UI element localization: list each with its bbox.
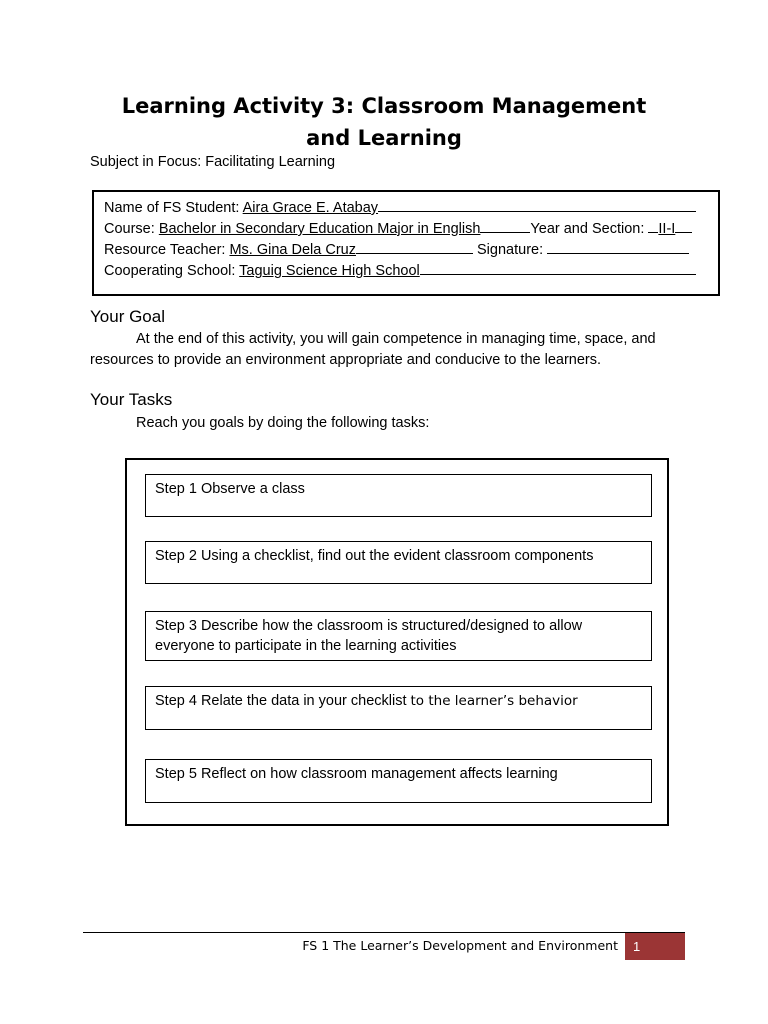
cooperating-school-value: Taguig Science High School xyxy=(239,263,420,279)
course-line xyxy=(480,218,530,233)
tasks-intro: Reach you goals by doing the following tasks: xyxy=(136,415,430,431)
step-5-text: Step 5 Reflect on how classroom management affects learning xyxy=(155,766,558,782)
page-title: Learning Activity 3: Classroom Management and Learning xyxy=(121,94,647,150)
course-value: Bachelor in Secondary Education Major in English xyxy=(158,221,481,237)
signature-line xyxy=(547,239,689,254)
resource-teacher-label: Resource Teacher: xyxy=(104,242,230,258)
step-2-text: Step 2 Using a checklist, find out the evident classroom components xyxy=(155,548,594,564)
student-info-box xyxy=(92,190,720,296)
step-1 xyxy=(145,474,652,517)
student-name-label: Name of FS Student: xyxy=(104,200,243,216)
signature-label: Signature: xyxy=(477,242,548,258)
school-row xyxy=(104,260,696,280)
step-4-text: Step 4 Relate the data in your checklist xyxy=(155,693,411,709)
year-section-label: Year and Section: xyxy=(530,221,649,237)
course-row xyxy=(104,218,692,238)
teacher-line xyxy=(356,239,473,254)
footer-divider xyxy=(83,932,685,933)
student-name-value: Aira Grace E. Atabay xyxy=(242,200,379,216)
step-3 xyxy=(145,611,652,661)
resource-teacher-value: Ms. Gina Dela Cruz xyxy=(229,242,356,258)
school-line xyxy=(420,260,696,275)
tasks-heading: Your Tasks xyxy=(90,390,173,409)
year-section-value: II-I xyxy=(658,221,676,237)
step-5 xyxy=(145,759,652,803)
subject-in-focus: Subject in Focus: Facilitating Learning xyxy=(90,154,336,170)
year-line-right xyxy=(675,218,692,233)
step-4 xyxy=(145,686,652,730)
footer-text: FS 1 The Learner’s Development and Environment xyxy=(302,938,618,953)
teacher-row xyxy=(104,239,689,259)
page-number: 1 xyxy=(625,933,685,960)
year-line-left xyxy=(648,218,658,233)
step-4-text-tail: to the learner’s behavior xyxy=(410,693,578,709)
cooperating-school-label: Cooperating School: xyxy=(104,263,240,279)
goal-text: At the end of this activity, you will gain competence in managing time, space, and resources to provide an environment appropriate and conducive to the learners. xyxy=(90,331,656,368)
student-name-line xyxy=(378,197,696,212)
course-label: Course: xyxy=(104,221,159,237)
step-3-text: Step 3 Describe how the classroom is structured/designed to allow everyone to participate in the learning activities xyxy=(155,618,583,654)
step-2 xyxy=(145,541,652,584)
student-name-row xyxy=(104,197,696,217)
goal-heading: Your Goal xyxy=(90,307,165,326)
step-1-text: Step 1 Observe a class xyxy=(155,481,305,497)
